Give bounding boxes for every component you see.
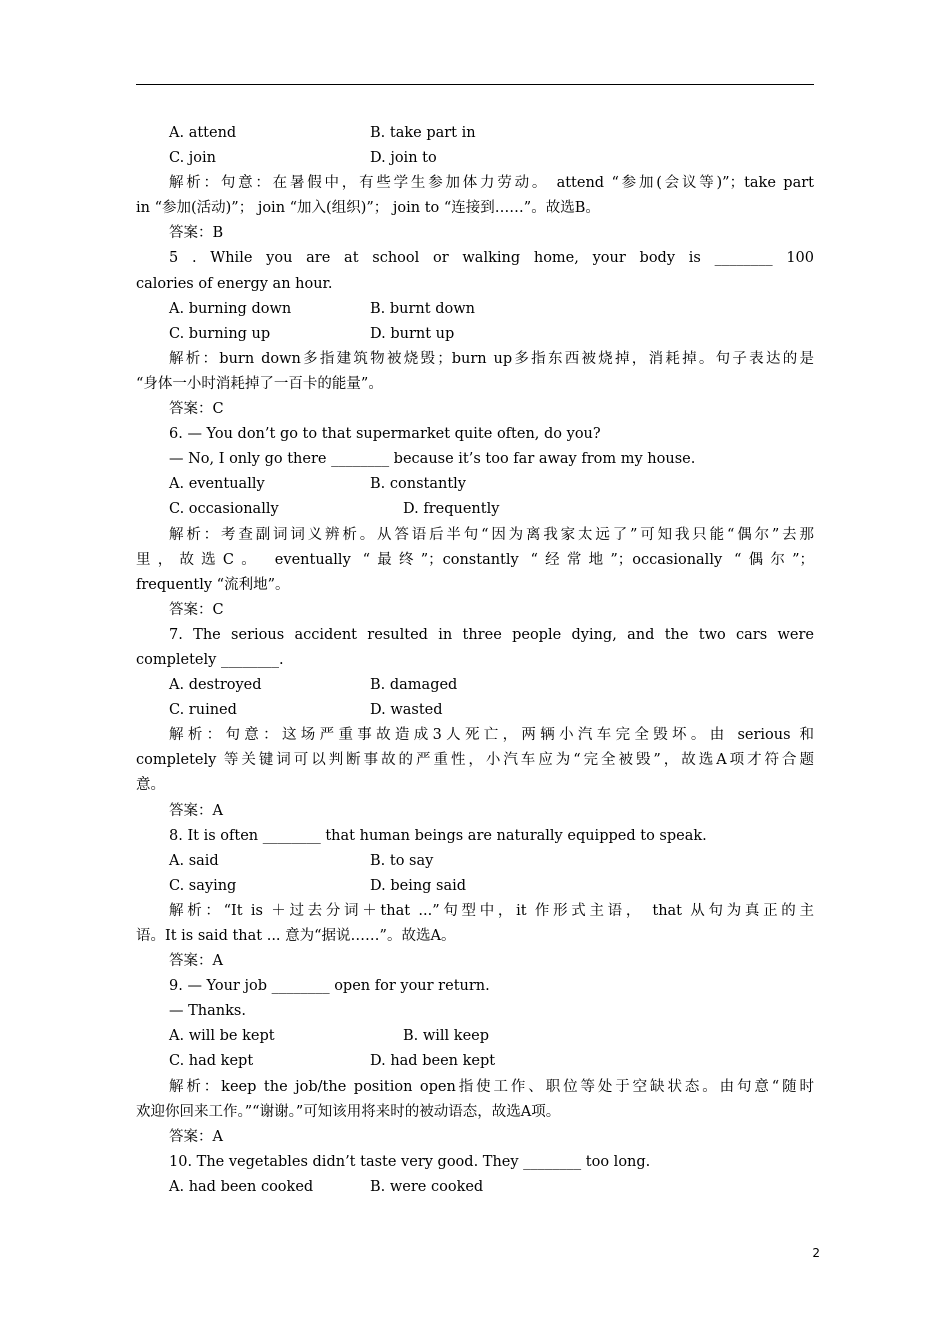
question-line: calories of energy an hour. [136,275,333,292]
options-row [136,673,814,698]
option-a: A. eventually [169,476,265,493]
explanation-line: 解析：“It is ＋过去分词＋that ...”句型中，it 作形式主语， that 从句为真正的主 [169,902,814,919]
options-row [136,146,814,171]
explanation-line: 解析：burn down多指建筑物被烧毁；burn up多指东西被烧掉，消耗掉。句子表达的是 [169,350,814,367]
option-d: D. being said [370,877,467,894]
explanation-line: 解析：keep the job/the position open指使工作、职位等处于空缺状态。由句意“随时 [169,1078,814,1095]
options-row [136,497,814,522]
answer-line: 答案：A [169,1128,223,1145]
explanation-line: 解析：句意：这场严重事故造成3人死亡，两辆小汽车完全毁坏。由 serious 和 [169,727,814,744]
option-b: B. were cooked [370,1178,484,1195]
options-row [136,849,814,874]
explanation-line: 解析：考查副词词义辨析。从答语后半句“因为离我家太远了”可知我只能“偶尔”去那 [169,526,814,543]
option-d: D. wasted [370,702,443,719]
option-a: A. will be kept [169,1028,275,1045]
option-d: D. had been kept [370,1053,496,1070]
option-c: C. join [169,150,216,167]
explanation-line: 语。It is said that ... 意为“据说……”。故选A。 [136,928,456,944]
option-a: A. destroyed [169,677,262,694]
answer-line: 答案：A [169,802,223,819]
options-row [136,698,814,723]
options-row [136,121,814,146]
option-c: C. occasionally [169,501,279,518]
explanation-line: 里，故选C。 eventually “最终”；constantly “经常地”；occasionally “偶尔”； [136,551,814,568]
option-b: B. damaged [370,677,458,694]
option-a: A. had been cooked [169,1178,314,1195]
option-a: A. said [169,852,219,869]
option-c: C. had kept [169,1053,254,1070]
option-c: C. burning up [169,325,271,342]
option-c: C. ruined [169,702,237,719]
answer-line: 答案：B [169,225,224,242]
options-row [136,322,814,347]
page-number: 2 [812,1246,820,1260]
options-row [136,874,814,899]
option-a: A. attend [169,125,237,141]
option-b: B. to say [370,852,434,869]
question-line: 9. — Your job ________ open for your return. [169,978,490,995]
page-content [136,121,814,1200]
option-d: D. join to [370,150,437,167]
question-line: 5 . While you are at school or walking home, your body is ________ 100 [169,250,814,267]
answer-line: 答案：C [169,401,224,418]
explanation-line: frequently “流利地”。 [136,576,290,593]
question-line: 6. — You don’t go to that supermarket quite often, do you? [169,426,601,443]
question-line: 8. It is often ________ that human beings are naturally equipped to speak. [169,827,707,844]
question-line: 7. The serious accident resulted in three people dying, and the two cars were [169,626,814,643]
option-b: B. will keep [403,1028,490,1045]
question-line: — No, I only go there ________ because it’s too far away from my house. [169,451,696,468]
option-b: B. take part in [370,125,476,141]
question-line: — Thanks. [169,1003,246,1020]
options-row [136,1024,814,1049]
options-row [136,472,814,497]
option-c: C. saying [169,877,237,894]
option-b: B. constantly [370,476,466,493]
options-row [136,1049,814,1074]
answer-line: 答案：C [169,601,224,618]
option-d: D. frequently [403,501,500,518]
header-rule [136,84,814,85]
option-b: B. burnt down [370,300,475,317]
explanation-line: 欢迎你回来工作。”“谢谢。”可知该用将来时的被动语态，故选A项。 [136,1103,561,1120]
explanation-line: 意。 [136,777,165,794]
question-line: 10. The vegetables didn’t taste very good. They ________ too long. [169,1153,651,1170]
option-a: A. burning down [169,300,292,317]
explanation-line: “身体一小时消耗掉了一百卡的能量”。 [136,375,383,392]
answer-line: 答案：A [169,953,223,970]
explanation-line: in “参加(活动)”； join “加入(组织)”； join to “连接到……”。故选B。 [136,200,600,217]
options-row [136,297,814,322]
option-d: D. burnt up [370,325,455,342]
options-row [136,1175,814,1200]
explanation-line: completely 等关键词可以判断事故的严重性，小汽车应为“完全被毁”，故选A项才符合题 [136,752,814,769]
explanation-line: 解析：句意：在暑假中，有些学生参加体力劳动。 attend “参加(会议等)”；take part [169,175,814,192]
question-line: completely ________. [136,651,284,668]
